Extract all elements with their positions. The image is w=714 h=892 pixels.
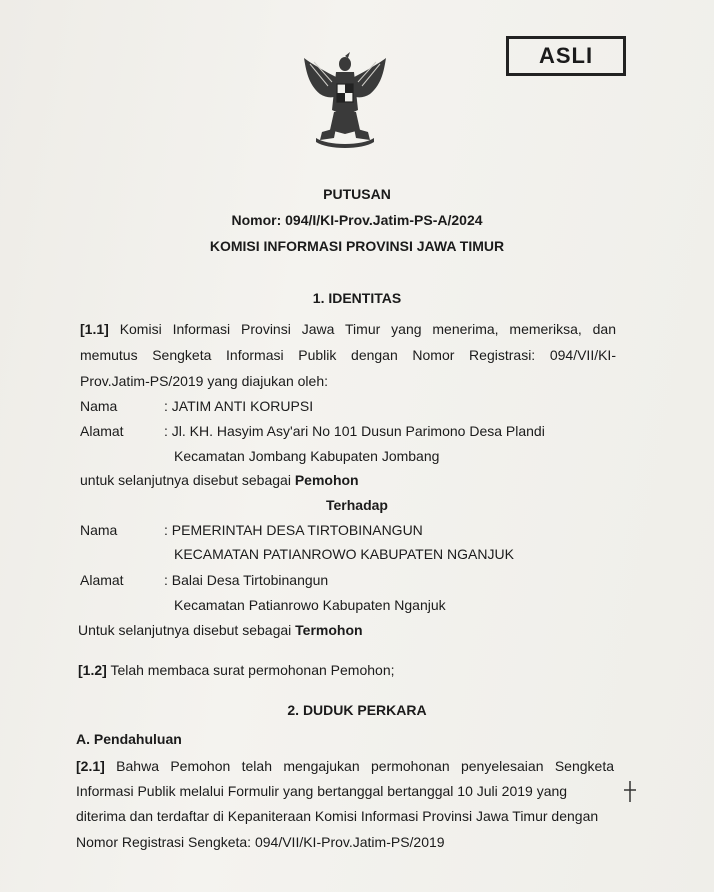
paragraph-text: Komisi Informasi Provinsi Jawa Timur yang menerima, memeriksa, dan xyxy=(119,321,616,337)
document-title: PUTUSAN xyxy=(323,186,391,202)
decision-number: Nomor: 094/I/KI-Prov.Jatim-PS-A/2024 xyxy=(231,212,483,228)
paragraph-tag: [2.1] xyxy=(76,758,105,774)
section-heading-identitas: 1. IDENTITAS xyxy=(312,290,402,306)
role-termohon: Termohon xyxy=(295,622,363,638)
paragraph-tag: [1.2] xyxy=(78,662,107,678)
institution-name: KOMISI INFORMASI PROVINSI JAWA TIMUR xyxy=(209,238,505,254)
paragraph-1-1-line1 xyxy=(80,321,616,337)
handwritten-mark-icon xyxy=(622,780,638,804)
pemohon-name-value: : JATIM ANTI KORUPSI xyxy=(164,398,314,414)
pemohon-address-label: Alamat xyxy=(80,423,124,439)
pemohon-address-line2: Kecamatan Jombang Kabupaten Jombang xyxy=(174,448,440,464)
termohon-name-label: Nama xyxy=(80,522,118,538)
pemohon-role-line xyxy=(80,472,359,488)
paragraph-1-1-line3: Prov.Jatim-PS/2019 yang diajukan oleh: xyxy=(80,373,328,389)
original-stamp: ASLI xyxy=(506,36,626,76)
termohon-address-line1: : Balai Desa Tirtobinangun xyxy=(164,572,329,588)
paragraph-2-1-line4: Nomor Registrasi Sengketa: 094/VII/KI-Prov.Jatim-PS/2019 xyxy=(76,834,445,850)
role-prefix: Untuk selanjutnya disebut sebagai xyxy=(78,622,292,638)
terhadap-heading: Terhadap xyxy=(326,497,388,513)
pemohon-name-label: Nama xyxy=(80,398,118,414)
paragraph-2-1-line1 xyxy=(76,758,614,774)
termohon-address-line2: Kecamatan Patianrowo Kabupaten Nganjuk xyxy=(174,597,446,613)
termohon-address-label: Alamat xyxy=(80,572,124,588)
subheading-pendahuluan: A. Pendahuluan xyxy=(76,731,182,747)
paragraph-tag: [1.1] xyxy=(80,321,109,337)
paragraph-1-1-line2: memutus Sengketa Informasi Publik dengan Nomor Registrasi: 094/VII/KI- xyxy=(80,347,616,363)
paragraph-1-2 xyxy=(78,662,395,678)
role-pemohon: Pemohon xyxy=(294,472,359,488)
pemohon-address-line1: : Jl. KH. Hasyim Asy'ari No 101 Dusun Parimono Desa Plandi xyxy=(164,423,545,439)
section-heading-duduk-perkara: 2. DUDUK PERKARA xyxy=(287,702,427,718)
paragraph-2-1-line3: diterima dan terdaftar di Kepaniteraan Komisi Informasi Provinsi Jawa Timur dengan xyxy=(76,808,599,824)
paragraph-text: Bahwa Pemohon telah mengajukan permohonan penyelesaian Sengketa xyxy=(116,758,615,774)
termohon-role-line xyxy=(78,622,363,638)
termohon-name-line1: : PEMERINTAH DESA TIRTOBINANGUN xyxy=(164,522,423,538)
role-prefix: untuk selanjutnya disebut sebagai xyxy=(80,472,291,488)
paragraph-text: Telah membaca surat permohonan Pemohon; xyxy=(110,662,395,678)
termohon-name-line2: KECAMATAN PATIANROWO KABUPATEN NGANJUK xyxy=(174,546,514,562)
paragraph-2-1-line2: Informasi Publik melalui Formulir yang bertanggal bertanggal 10 Juli 2019 yang xyxy=(76,783,568,799)
garuda-emblem-icon xyxy=(298,50,392,150)
